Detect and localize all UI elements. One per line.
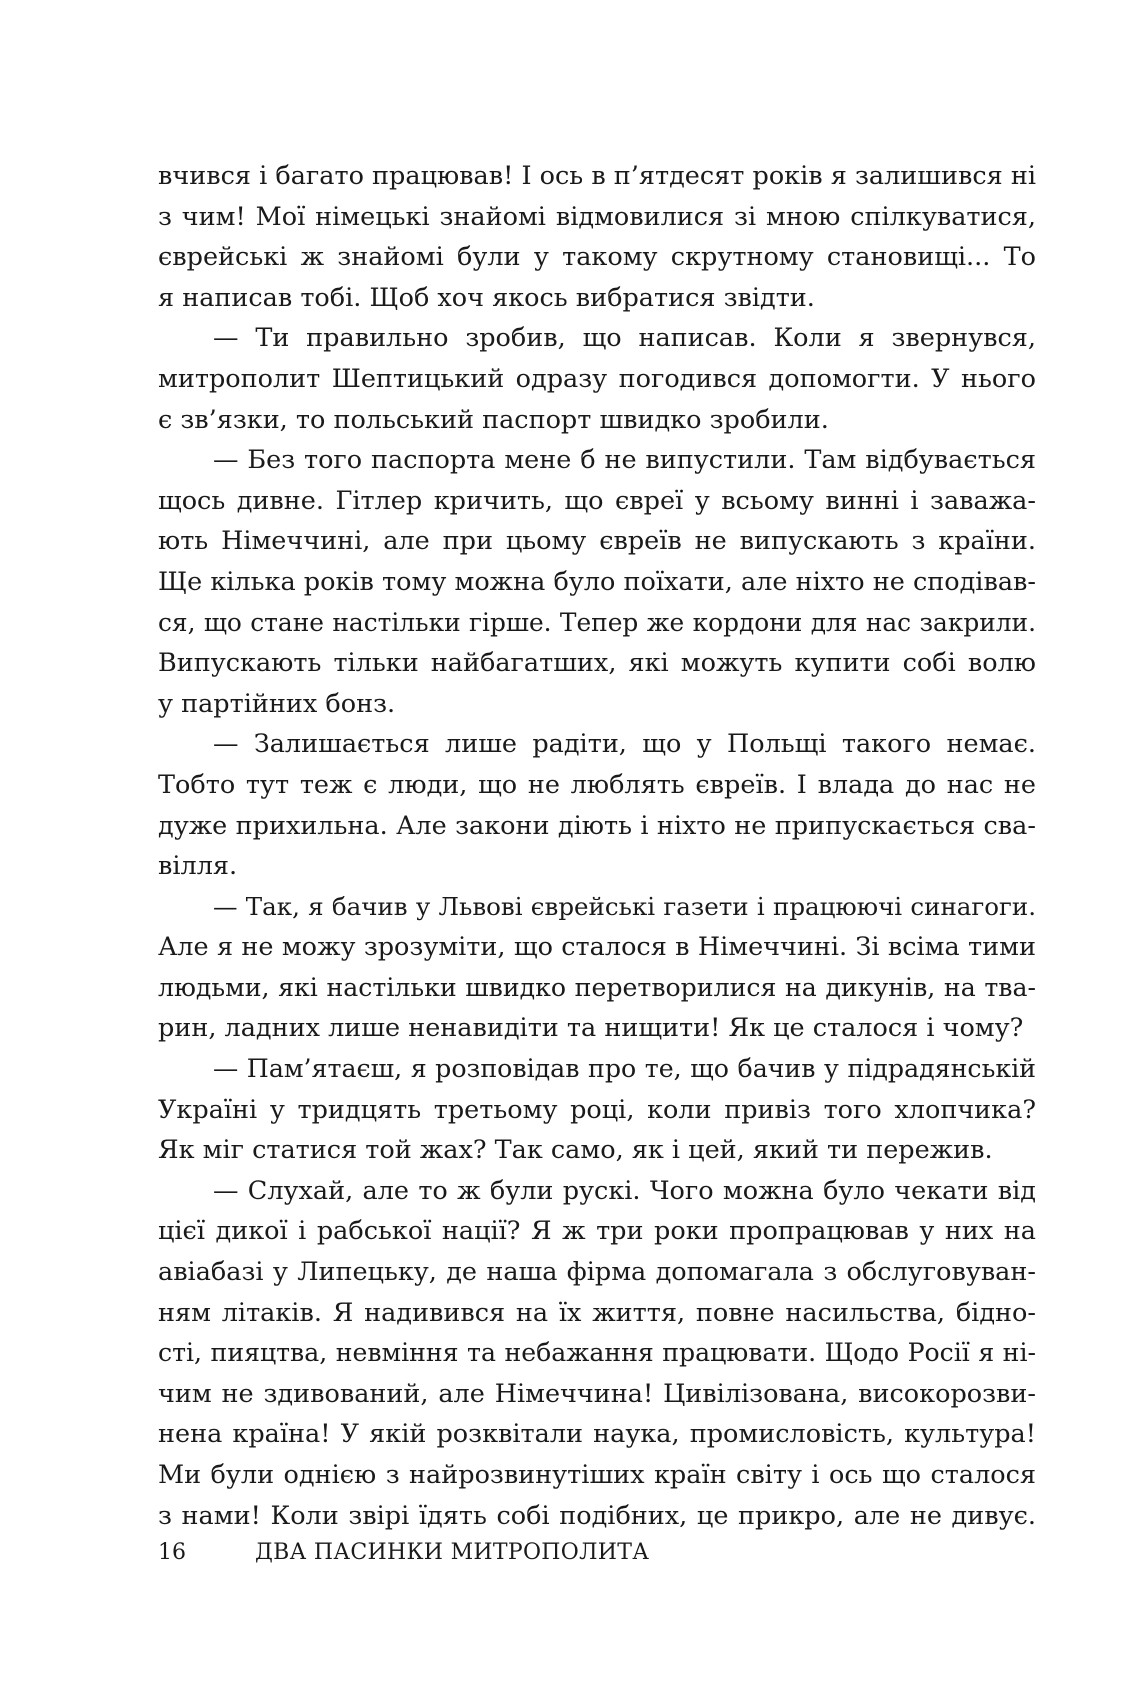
text-line: Ми були однією з найрозвинутіших країн світу і ось що сталося (158, 1460, 1036, 1490)
text-line: дуже прихильна. Але закони діють і ніхто не припускається сва- (158, 810, 1036, 841)
text-line: — Ти правильно зробив, що написав. Коли я звернувся, (213, 323, 1036, 354)
text-line: ся, що стане настільки гірше. Тепер же кордони для нас закрили. (158, 607, 1036, 637)
text-line: авіабазі у Липецьку, де наша фірма допомагала з обслуговуван- (158, 1257, 1036, 1288)
text-line: рин, ладних лише ненавидіти та нищити! Як це сталося і чому? (158, 1013, 1024, 1044)
text-line: у партійних бонз. (158, 688, 396, 719)
text-line: Ще кілька років тому можна було поїхати, але ніхто не сподівав- (158, 566, 1036, 597)
text-line: — Залишається лише радіти, що у Польщі такого немає. (213, 729, 1036, 760)
text-line: Але я не можу зрозуміти, що сталося в Німеччині. Зі всіма тими (158, 932, 1036, 963)
text-line: ням літаків. Я надивився на їх життя, повне насильства, бідно- (158, 1297, 1036, 1328)
text-line: чим не здивований, але Німеччина! Цивілізована, високорозви- (158, 1378, 1036, 1409)
text-line: людьми, які настільки швидко перетворилися на дикунів, на тва- (158, 972, 1036, 1002)
text-line: — Без того паспорта мене б не випустили. Там відбувається (213, 445, 1036, 476)
text-line: — Так, я бачив у Львові єврейські газети і працюючі синагоги. (213, 891, 1036, 921)
text-line: вілля. (158, 851, 238, 882)
text-line: я написав тобі. Щоб хоч якось вибратися звідти. (158, 282, 815, 313)
text-line: — Слухай, але то ж були рускі. Чого можна було чекати від (213, 1175, 1036, 1206)
page-number: 16 (158, 1540, 186, 1565)
text-line: вчився і багато працював! І ось в п’ятдесят років я залишився ні (158, 161, 1036, 191)
text-line: сті, пияцтва, невміння та небажання працювати. Щодо Росії я ні- (158, 1338, 1036, 1368)
text-line: є зв’язки, то польський паспорт швидко зробили. (158, 404, 829, 435)
text-line: Тобто тут теж є люди, що не люблять євреїв. І влада до нас не (158, 769, 1036, 800)
page-footer (158, 1533, 649, 1573)
running-title: ДВА ПАСИНКИ МИТРОПОЛИТА (255, 1540, 650, 1565)
text-line: нена країна! У якій розквітали наука, промисловість, культура! (158, 1419, 1036, 1450)
text-line: митрополит Шептицький одразу погодився допомогти. У нього (158, 363, 1036, 394)
body-text (158, 156, 1036, 1536)
text-line: — Пам’ятаєш, я розповідав про те, що бачив у підрадянській (213, 1054, 1036, 1084)
text-line: єврейські ж знайомі були у такому скрутному становищі... То (158, 242, 1036, 273)
text-line: щось дивне. Гітлер кричить, що євреї у всьому винні і заважа- (158, 485, 1036, 516)
text-line: Україні у тридцять третьому році, коли привіз того хлопчика? (158, 1094, 1036, 1125)
text-line: з нами! Коли звірі їдять собі подібних, це прикро, але не дивує. (158, 1500, 1036, 1531)
text-line: Випускають тільки найбагатших, які можуть купити собі волю (158, 648, 1036, 679)
text-line: ють Німеччині, але при цьому євреїв не випускають з країни. (158, 526, 1036, 557)
text-line: цієї дикої і рабської нації? Я ж три роки пропрацював у них на (158, 1216, 1036, 1247)
text-line: Як міг статися той жах? Так само, як і цей, який ти пережив. (158, 1135, 993, 1166)
text-line: з чим! Мої німецькі знайомі відмовилися зі мною спілкуватися, (158, 201, 1036, 232)
